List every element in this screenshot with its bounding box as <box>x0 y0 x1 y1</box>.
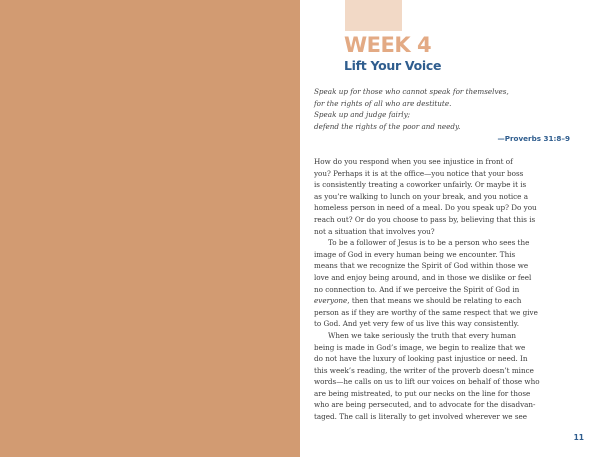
section-tab <box>345 0 402 31</box>
text-line: not a situation that involves you? <box>314 226 435 236</box>
text-line: love and enjoy being around, and in those we dislike or feel <box>314 272 532 282</box>
epigraph-line: defend the rights of the poor and needy. <box>314 121 461 131</box>
text-line: this week’s reading, the writer of the proverb doesn’t mince <box>314 365 534 375</box>
text-fragment: , then that means we should be relating to each <box>347 296 522 306</box>
week-heading: WEEK 4 <box>344 33 432 57</box>
body-text <box>314 156 576 423</box>
text-line: do not have the luxury of looking past injustice or need. In <box>314 354 528 364</box>
emphasis: everyone <box>314 296 348 306</box>
paragraph-1 <box>314 156 576 237</box>
text-line: who are being persecuted, and to advocate for the disadvan- <box>314 400 536 410</box>
text-line: When we take seriously the truth that every human <box>328 330 517 340</box>
text-line: to God. And yet very few of us live this way consistently. <box>314 319 520 329</box>
text-line: is consistently treating a coworker unfairly. Or maybe it is <box>314 180 527 190</box>
text-line: image of God in every human being we encounter. This <box>314 249 516 259</box>
paragraph-2 <box>314 237 576 330</box>
text-line: words—he calls on us to lift our voices on behalf of those who <box>314 377 540 387</box>
text-line: means that we recognize the Spirit of God within those we <box>314 261 529 271</box>
week-subtitle: Lift Your Voice <box>344 58 442 73</box>
text-line: reach out? Or do you choose to pass by, believing that this is <box>314 214 536 224</box>
right-page <box>300 0 600 457</box>
text-line: How do you respond when you see injustice in front of <box>314 157 513 166</box>
text-line: being is made in God’s image, we begin to realize that we <box>314 342 526 352</box>
epigraph-line: Speak up and judge fairly; <box>314 110 411 120</box>
text-line: as you’re walking to lunch on your break, and you notice a <box>314 191 529 201</box>
text-line: no connection to. And if we perceive the Spirit of God in <box>314 284 520 294</box>
text-line: homeless person in need of a meal. Do you speak up? Do you <box>314 203 537 213</box>
text-line: To be a follower of Jesus is to be a person who sees the <box>328 238 530 248</box>
scripture-epigraph <box>314 86 574 132</box>
text-line: you? Perhaps it is at the office—you notice that your boss <box>314 168 524 178</box>
paragraph-3 <box>314 330 576 423</box>
page-number: 11 <box>573 433 584 442</box>
text-line: person as if they are worthy of the same respect that we give <box>314 307 538 317</box>
text-line: taged. The call is literally to get involved wherever we see <box>314 412 528 422</box>
text-line: are being mistreated, to put our necks on the line for those <box>314 388 531 398</box>
epigraph-line: for the rights of all who are destitute. <box>314 98 452 108</box>
epigraph-line: Speak up for those who cannot speak for themselves, <box>314 87 509 96</box>
text-line <box>314 295 576 307</box>
scripture-citation: —Proverbs 31:8–9 <box>497 134 570 143</box>
